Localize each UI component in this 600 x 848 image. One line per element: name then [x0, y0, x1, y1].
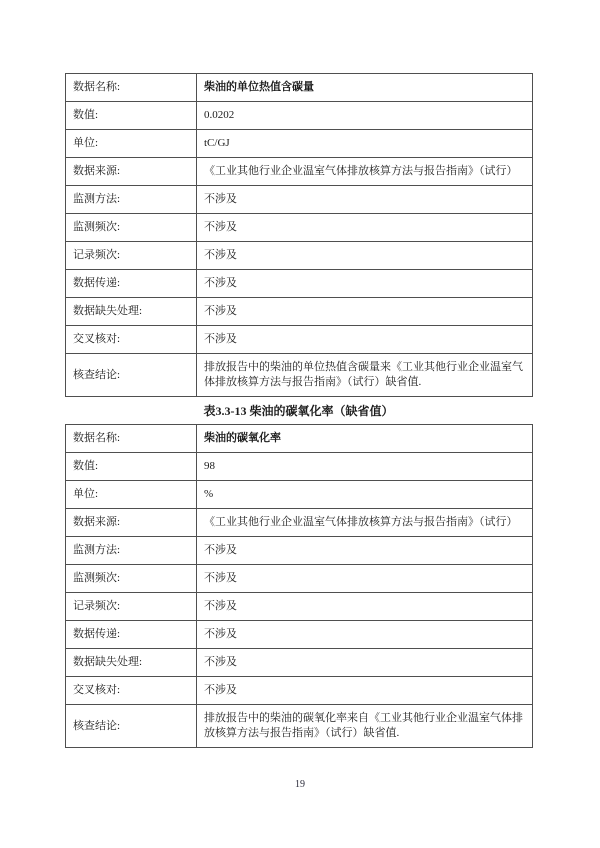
- row-label: 数据来源:: [66, 509, 197, 537]
- table-row: [66, 102, 533, 130]
- table-row: [66, 354, 533, 397]
- row-label: 数值:: [66, 453, 197, 481]
- row-label: 监测频次:: [66, 214, 197, 242]
- row-value: 不涉及: [197, 242, 533, 270]
- table-row: [66, 621, 533, 649]
- table-row: [66, 74, 533, 102]
- row-value: 不涉及: [197, 298, 533, 326]
- row-value: 不涉及: [197, 186, 533, 214]
- row-value: 不涉及: [197, 593, 533, 621]
- table-row: [66, 677, 533, 705]
- row-value: 排放报告中的柴油的碳氧化率来自《工业其他行业企业温室气体排放核算方法与报告指南》（试行）缺省值.: [197, 705, 533, 748]
- row-value: 不涉及: [197, 270, 533, 298]
- row-label: 数据传递:: [66, 270, 197, 298]
- table-caption: 表3.3-13 柴油的碳氧化率（缺省值）: [203, 404, 394, 418]
- row-label: 监测频次:: [66, 565, 197, 593]
- row-label: 数据缺失处理:: [66, 649, 197, 677]
- table-row: [66, 298, 533, 326]
- row-value: 《工业其他行业企业温室气体排放核算方法与报告指南》（试行）: [197, 509, 533, 537]
- row-label: 数据缺失处理:: [66, 298, 197, 326]
- page-content: [65, 73, 532, 748]
- row-value: 不涉及: [197, 537, 533, 565]
- row-label: 交叉核对:: [66, 326, 197, 354]
- row-label: 数据传递:: [66, 621, 197, 649]
- row-value: 0.0202: [197, 102, 533, 130]
- table-row: [66, 270, 533, 298]
- table-row: [66, 705, 533, 748]
- row-label: 监测方法:: [66, 186, 197, 214]
- table-row: [66, 242, 533, 270]
- table-row: [66, 158, 533, 186]
- row-label: 核查结论:: [66, 354, 197, 397]
- page-number: 19: [295, 779, 305, 790]
- row-label: 记录频次:: [66, 593, 197, 621]
- table-row: [66, 649, 533, 677]
- row-value: 不涉及: [197, 649, 533, 677]
- table-row: [66, 481, 533, 509]
- row-value: 柴油的碳氧化率: [197, 425, 533, 453]
- table-row: [66, 593, 533, 621]
- table-row: [66, 326, 533, 354]
- table-row: [66, 453, 533, 481]
- table-row: [66, 130, 533, 158]
- table-diesel-oxidation-rate: [65, 424, 533, 748]
- table-row: [66, 509, 533, 537]
- row-value: tC/GJ: [197, 130, 533, 158]
- row-value: 排放报告中的柴油的单位热值含碳量来《工业其他行业企业温室气体排放核算方法与报告指南》（试行）缺省值.: [197, 354, 533, 397]
- row-label: 监测方法:: [66, 537, 197, 565]
- row-label: 数据名称:: [66, 425, 197, 453]
- row-label: 单位:: [66, 481, 197, 509]
- table-row: [66, 565, 533, 593]
- row-value: %: [197, 481, 533, 509]
- row-value: 98: [197, 453, 533, 481]
- row-value: 柴油的单位热值含碳量: [197, 74, 533, 102]
- row-label: 单位:: [66, 130, 197, 158]
- row-value: 不涉及: [197, 677, 533, 705]
- row-label: 数据名称:: [66, 74, 197, 102]
- row-value: 不涉及: [197, 621, 533, 649]
- row-value: 不涉及: [197, 326, 533, 354]
- table-row: [66, 214, 533, 242]
- table-row: [66, 186, 533, 214]
- row-label: 数值:: [66, 102, 197, 130]
- row-label: 交叉核对:: [66, 677, 197, 705]
- row-label: 数据来源:: [66, 158, 197, 186]
- row-label: 记录频次:: [66, 242, 197, 270]
- row-value: 不涉及: [197, 565, 533, 593]
- table-row: [66, 537, 533, 565]
- table-row: [66, 425, 533, 453]
- row-value: 《工业其他行业企业温室气体排放核算方法与报告指南》（试行）: [197, 158, 533, 186]
- row-value: 不涉及: [197, 214, 533, 242]
- table-diesel-carbon-content: [65, 73, 533, 397]
- row-label: 核查结论:: [66, 705, 197, 748]
